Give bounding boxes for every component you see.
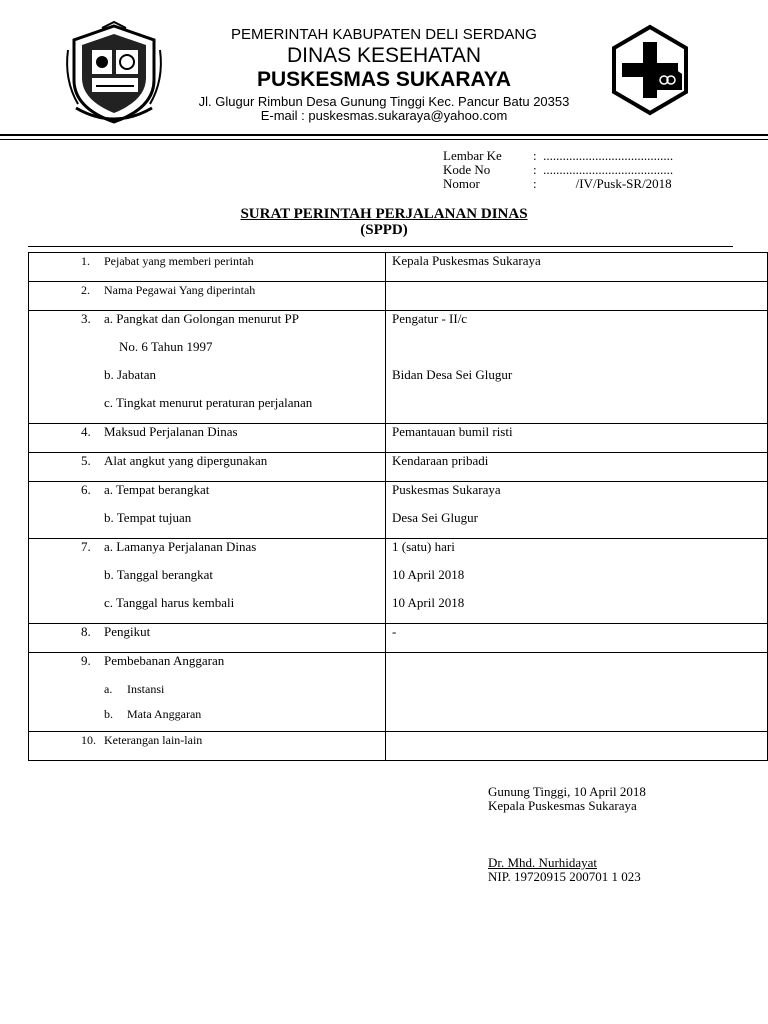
row-label: a. Pangkat dan Golongan menurut PP xyxy=(104,311,299,326)
row-value-cell xyxy=(386,653,768,732)
meta-row xyxy=(443,163,673,177)
row-label: a. Lamanya Perjalanan Dinas xyxy=(104,539,257,554)
institution-email: E-mail : puskesmas.sukaraya@yahoo.com xyxy=(260,108,508,123)
letterhead-divider xyxy=(0,134,768,136)
row-label-cell xyxy=(29,539,386,624)
row-value-cell xyxy=(386,424,768,453)
document-meta xyxy=(443,149,673,191)
row-label: No. 6 Tahun 1997 xyxy=(119,339,213,354)
row-number: 8. xyxy=(81,624,91,639)
row-label: b. Jabatan xyxy=(104,367,156,382)
table-row xyxy=(29,624,768,653)
signatory-name: Dr. Mhd. Nurhidayat xyxy=(488,855,598,870)
row-number: 10. xyxy=(81,733,96,747)
row-label-cell xyxy=(29,311,386,424)
row-label: Pengikut xyxy=(104,624,151,639)
row-value: - xyxy=(392,624,397,639)
row-label: Maksud Perjalanan Dinas xyxy=(104,424,238,439)
row-value: Kendaraan pribadi xyxy=(392,453,489,468)
row-label-cell xyxy=(29,282,386,311)
row-label-cell xyxy=(29,624,386,653)
row-label: c. Tanggal harus kembali xyxy=(104,595,235,610)
row-label-cell xyxy=(29,732,386,761)
institution-address: Jl. Glugur Rimbun Desa Gunung Tinggi Kec. Pancur Batu 20353 xyxy=(198,94,570,109)
row-value: Kepala Puskesmas Sukaraya xyxy=(392,253,541,268)
row-value: Desa Sei Glugur xyxy=(392,510,478,525)
row-label-cell xyxy=(29,453,386,482)
row-label: Pembebanan Anggaran xyxy=(104,653,225,668)
meta-value: : ........................................ xyxy=(533,162,674,177)
row-number: 4. xyxy=(81,424,91,439)
row-value-cell xyxy=(386,732,768,761)
row-value: Bidan Desa Sei Glugur xyxy=(392,367,513,382)
row-sub-label: Mata Anggaran xyxy=(127,707,202,721)
place-date: Gunung Tinggi, 10 April 2018 xyxy=(488,784,646,799)
title-line-1: SURAT PERINTAH PERJALANAN DINAS xyxy=(240,206,528,222)
meta-row xyxy=(443,177,673,191)
title-line-2: (SPPD) xyxy=(360,222,408,238)
meta-row xyxy=(443,149,673,163)
row-number: 5. xyxy=(81,453,91,468)
row-value: 10 April 2018 xyxy=(392,567,465,582)
table-row xyxy=(29,653,768,732)
table-row xyxy=(29,539,768,624)
row-value-cell xyxy=(386,482,768,539)
row-label: c. Tingkat menurut peraturan perjalanan xyxy=(104,395,313,410)
meta-value: : /IV/Pusk-SR/2018 xyxy=(533,176,672,191)
row-label: b. Tanggal berangkat xyxy=(104,567,213,582)
government-name: PEMERINTAH KABUPATEN DELI SERDANG xyxy=(231,26,537,43)
signatory-position: Kepala Puskesmas Sukaraya xyxy=(488,798,637,813)
signatory-nip: NIP. 19720915 200701 1 023 xyxy=(488,869,641,884)
meta-value: : ........................................ xyxy=(533,148,674,163)
table-row xyxy=(29,311,768,424)
table-row xyxy=(29,253,768,282)
row-number: 1. xyxy=(81,254,90,268)
row-sub-letter: a. xyxy=(104,682,113,696)
row-label-cell xyxy=(29,253,386,282)
row-number: 3. xyxy=(81,311,91,326)
row-value xyxy=(392,282,767,310)
signature-block xyxy=(488,785,646,884)
table-row xyxy=(29,453,768,482)
row-number: 7. xyxy=(81,539,91,554)
row-sub-letter: b. xyxy=(104,707,113,721)
row-label-cell xyxy=(29,653,386,732)
table-row xyxy=(29,482,768,539)
row-label-cell xyxy=(29,424,386,453)
sppd-table xyxy=(28,252,768,761)
document-title xyxy=(0,206,768,238)
row-sub-label: Instansi xyxy=(127,682,165,696)
table-row xyxy=(29,732,768,761)
row-label: b. Tempat tujuan xyxy=(104,510,192,525)
row-label-cell xyxy=(29,482,386,539)
row-value: Puskesmas Sukaraya xyxy=(392,482,501,497)
row-value-cell xyxy=(386,624,768,653)
row-value: 10 April 2018 xyxy=(392,595,465,610)
table-row xyxy=(29,282,768,311)
row-value: Pemantauan bumil risti xyxy=(392,424,513,439)
row-value-cell xyxy=(386,253,768,282)
row-label: Nama Pegawai Yang diperintah xyxy=(104,283,256,297)
meta-label: Kode No xyxy=(443,162,491,177)
department-name: DINAS KESEHATAN xyxy=(286,44,482,67)
row-value xyxy=(392,732,767,760)
row-value: 1 (satu) hari xyxy=(392,539,455,554)
row-value-cell xyxy=(386,311,768,424)
row-label: a. Tempat berangkat xyxy=(104,482,210,497)
meta-label: Nomor xyxy=(443,176,480,191)
row-value: Pengatur - II/c xyxy=(392,311,468,326)
row-value-cell xyxy=(386,539,768,624)
institution-name: PUSKESMAS SUKARAYA xyxy=(256,68,511,91)
title-divider xyxy=(28,246,733,247)
letterhead-divider-thin xyxy=(0,139,768,140)
meta-label: Lembar Ke xyxy=(443,148,502,163)
row-label: Alat angkut yang dipergunakan xyxy=(104,453,268,468)
row-number: 9. xyxy=(81,653,91,668)
row-number: 2. xyxy=(81,283,90,297)
row-label: Keterangan lain-lain xyxy=(104,733,203,747)
row-label: Pejabat yang memberi perintah xyxy=(104,254,254,268)
row-value-cell xyxy=(386,282,768,311)
row-number: 6. xyxy=(81,482,91,497)
table-row xyxy=(29,424,768,453)
row-value-cell xyxy=(386,453,768,482)
